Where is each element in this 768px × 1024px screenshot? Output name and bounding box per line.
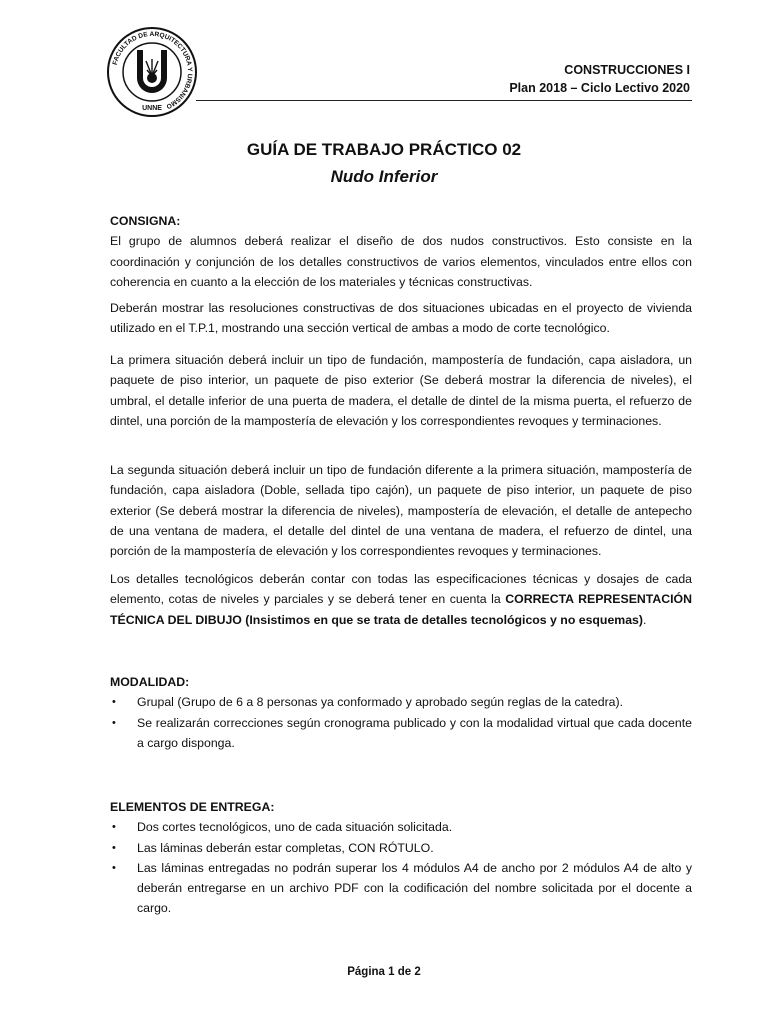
consigna-paragraph-2: Deberán mostrar las resoluciones constructivas de dos situaciones ubicadas en el proyecto de vivienda utilizado en el T.P.1, mostrando una sección vertical de ambas a modo de corte tecnológico. — [110, 301, 692, 336]
list-item — [110, 838, 692, 858]
consigna-heading: CONSIGNA: — [110, 214, 181, 228]
consigna-paragraph-3-block — [110, 350, 692, 431]
list-item — [110, 817, 692, 837]
entrega-section — [110, 797, 692, 919]
modalidad-section — [110, 672, 692, 753]
list-item-text: Grupal (Grupo de 6 a 8 personas ya conformado y aprobado según reglas de la catedra). — [137, 695, 624, 710]
consigna-paragraph-4-block — [110, 460, 692, 561]
document-subtitle: Nudo Inferior — [330, 167, 438, 186]
list-item-text: Las láminas deberán estar completas, CON RÓTULO. — [137, 840, 434, 855]
modalidad-list — [110, 692, 692, 753]
consigna-p5-text: Los detalles tecnológicos deberán contar con todas las especificaciones técnicas y dosajes de cada elemento, cotas de niveles y parciales y se deberá tener en cuenta la — [110, 572, 692, 607]
consigna-p5-emphasis: CORRECTA REPRESENTACIÓN TÉCNICA DEL DIBUJO (Insistimos en que se trata de detalles tecnológicos y no esquemas) — [110, 592, 692, 627]
list-item — [110, 713, 692, 754]
logo-ring-text: FACULTAD DE ARQUITECTURA Y URBANISMO — [111, 30, 194, 110]
consigna-p5-end: . — [643, 612, 647, 627]
list-item-text: Las láminas entregadas no podrán superar los 4 módulos A4 de ancho por 2 módulos A4 de alto y deberán entregarse en un archivo PDF con la codificación del nombre solicitada por el docente a cargo. — [137, 860, 692, 916]
university-emblem-icon — [106, 26, 198, 118]
bullet-icon: • — [112, 696, 116, 709]
bullet-icon: • — [112, 821, 116, 834]
bullet-icon: • — [112, 861, 116, 874]
entrega-list — [110, 817, 692, 918]
logo-bottom-text: UNNE — [142, 105, 162, 112]
page-number: Página 1 de 2 — [347, 966, 421, 978]
entrega-heading: ELEMENTOS DE ENTREGA: — [110, 800, 275, 814]
list-item-text: Se realizarán correcciones según cronograma publicado y con la modalidad virtual que cada docente a cargo disponga. — [137, 715, 692, 750]
consigna-paragraph-3: La primera situación deberá incluir un tipo de fundación, mampostería de fundación, capa aisladora, un paquete de piso interior, un paquete de piso exterior (Se deberá mostrar la diferencia de niveles), el umbral, el detalle inferior de una puerta de madera, el detalle de dintel de la misma puerta, el refuerzo de dintel, una porción de la mampostería de elevación y los correspondientes revoques y terminaciones. — [110, 353, 692, 428]
bullet-icon: • — [112, 716, 116, 729]
consigna-paragraph-5-block — [110, 569, 692, 630]
consigna-paragraph-4: La segunda situación deberá incluir un tipo de fundación diferente a la primera situación, mampostería de fundación, capa aisladora (Doble, sellada tipo cajón), un paquete de piso interior, un paquete de piso exterior (Se deberá mostrar la diferencia de niveles), mampostería de elevación, el detalle de antepecho de una ventana de madera, el detalle del dintel de una ventana de madera, el refuerzo de dintel, una porción de la mampostería de elevación y los correspondientes revoques y terminaciones. — [110, 463, 692, 559]
consigna-section — [110, 211, 692, 292]
modalidad-heading: MODALIDAD: — [110, 675, 190, 689]
header-divider — [196, 100, 692, 101]
consigna-paragraph-5 — [110, 569, 692, 630]
course-name: CONSTRUCCIONES I — [564, 63, 690, 77]
list-item — [110, 858, 692, 919]
plan-cycle: Plan 2018 – Ciclo Lectivo 2020 — [509, 81, 690, 95]
list-item-text: Dos cortes tecnológicos, uno de cada situación solicitada. — [137, 820, 453, 835]
consigna-paragraph-1: El grupo de alumnos deberá realizar el diseño de dos nudos constructivos. Esto consiste en la coordinación y conjunción de los detalles constructivos de varios elementos, vinculados entre ellos con coherencia en cuanto a la elección de los materiales y técnicas constructivas. — [110, 234, 692, 289]
bullet-icon: • — [112, 841, 116, 854]
list-item — [110, 692, 692, 712]
document-title: GUÍA DE TRABAJO PRÁCTICO 02 — [246, 140, 522, 159]
consigna-paragraph-2-block — [110, 298, 692, 339]
